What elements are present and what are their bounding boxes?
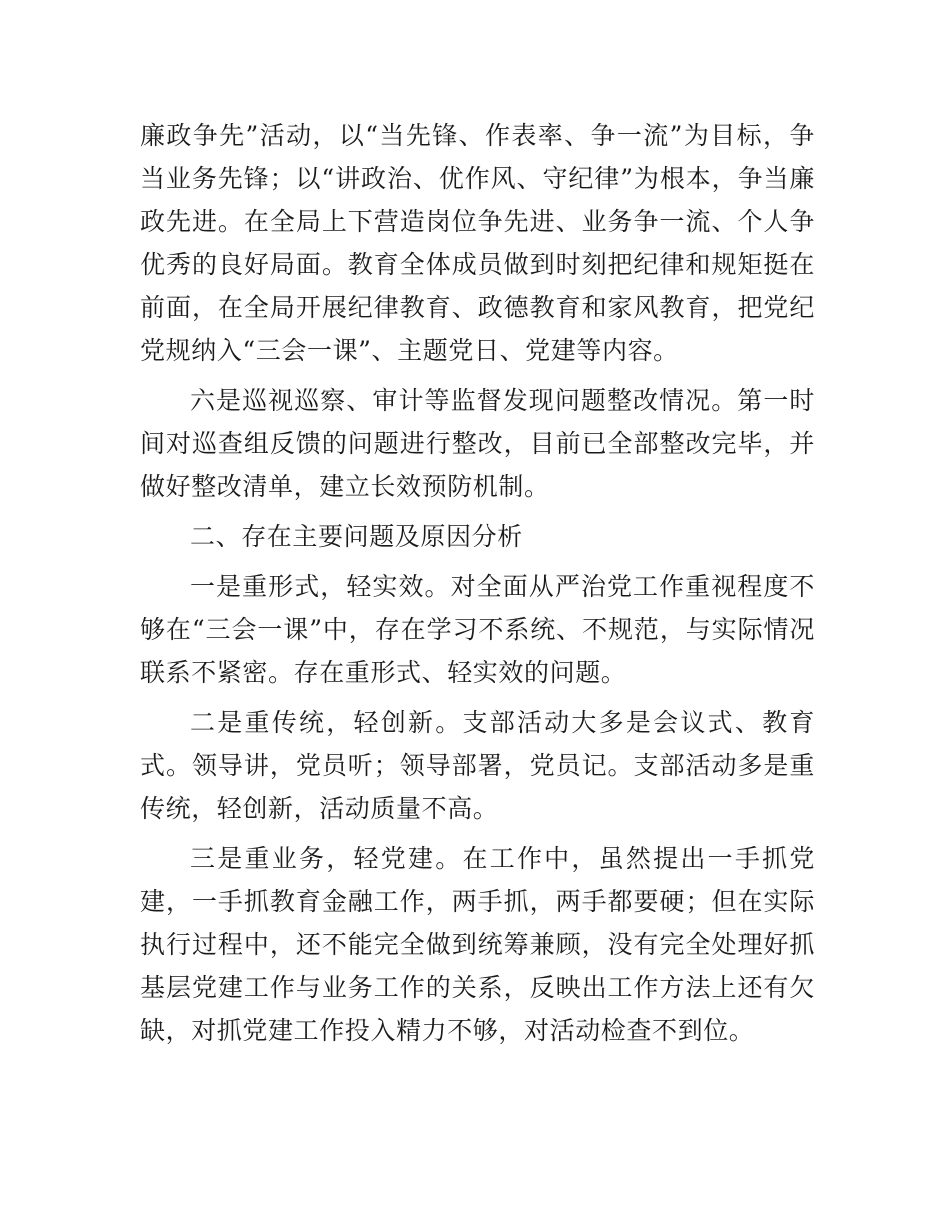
section-heading-problems: 二、存在主要问题及原因分析 [190, 522, 523, 551]
paragraph-problem-three: 三是重业务，轻党建。在工作中，虽然提出一手抓党建，一手抓教育金融工作，两手抓，两手都要硬；但在实际执行过程中，还不能完全做到统筹兼顾，没有完全处理好抓基层党建工作与业务工作的关系，反映出工作方法上还有欠缺，对抓党建工作投入精力不够，对活动检查不到位。 [140, 844, 815, 1045]
paragraph-problem-two: 二是重传统，轻创新。支部活动大多是会议式、教育式。领导讲，党员听；领导部署，党员记。支部活动多是重传统，轻创新，活动质量不高。 [140, 708, 815, 823]
document-body [140, 114, 815, 1059]
paragraph-problem-one: 一是重形式，轻实效。对全面从严治党工作重视程度不够在“三会一课”中，存在学习不系统、不规范，与实际情况联系不紧密。存在重形式、轻实效的问题。 [140, 572, 815, 687]
paragraph-continued: 廉政争先”活动，以“当先锋、作表率、争一流”为目标，争当业务先锋；以“讲政治、优作风、守纪律”为根本，争当廉政先进。在全局上下营造岗位争先进、业务争一流、个人争优秀的良好局面。教育全体成员做到时刻把纪律和规矩挺在前面，在全局开展纪律教育、政德教育和家风教育，把党纪党规纳入“三会一课”、主题党日、党建等内容。 [140, 121, 815, 365]
paragraph-inspection-rectification: 六是巡视巡察、审计等监督发现问题整改情况。第一时间对巡查组反馈的问题进行整改，目前已全部整改完毕，并做好整改清单，建立长效预防机制。 [140, 386, 815, 501]
